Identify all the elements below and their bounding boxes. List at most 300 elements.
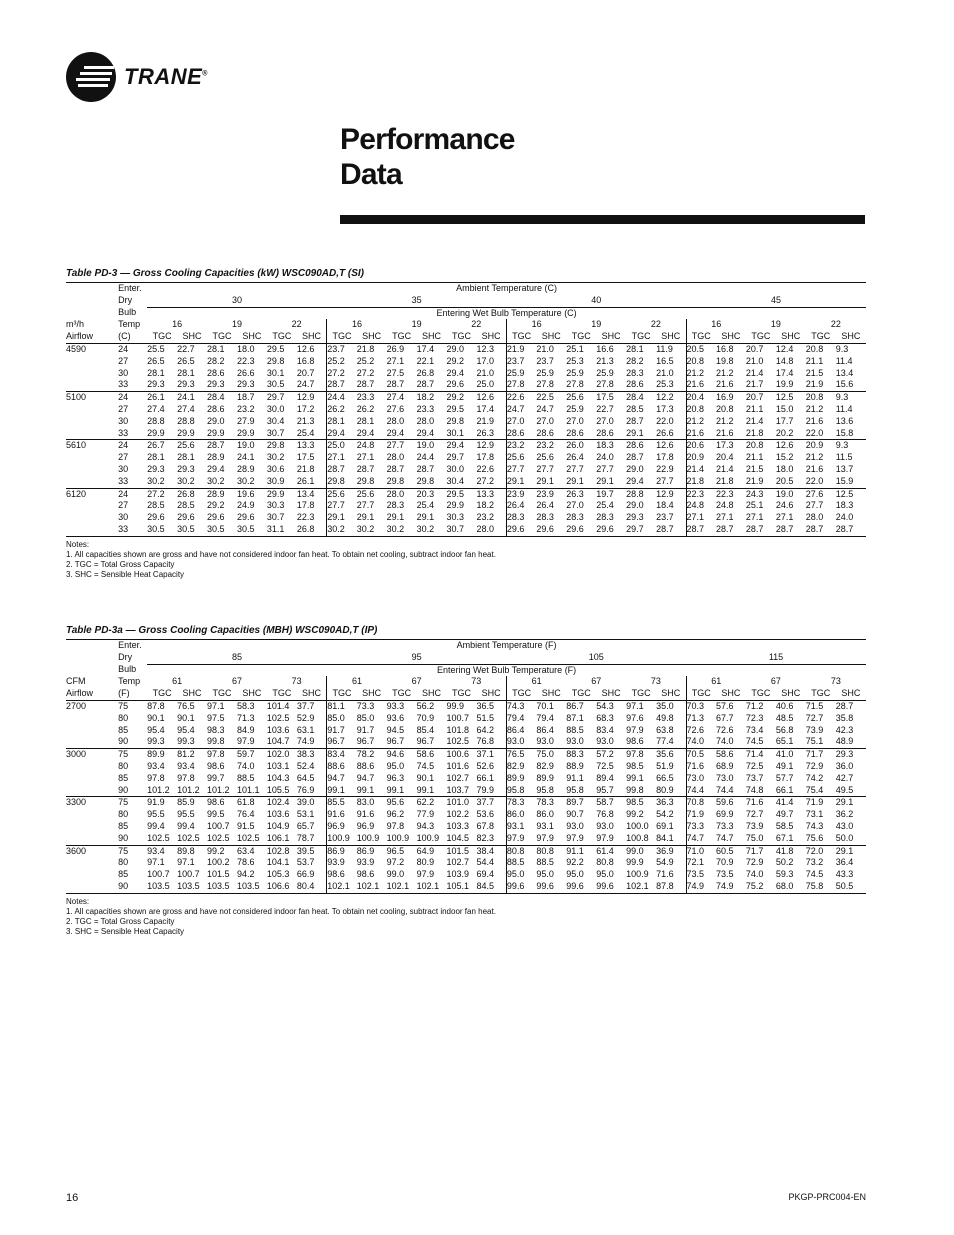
capacity-cell: 28.3: [566, 512, 584, 523]
capacity-cell: 19.7: [596, 488, 626, 500]
capacity-cell: 93.9: [356, 857, 375, 868]
capacity-cell: 99.1: [327, 785, 357, 797]
table-row: [66, 761, 866, 773]
capacity-cell: 20.7: [746, 343, 776, 355]
capacity-cell: 29.5: [446, 403, 465, 414]
capacity-cell: 24.1: [177, 392, 207, 404]
capacity-cell: 28.7: [745, 523, 764, 534]
capacity-cell: 25.6: [327, 488, 357, 500]
capacity-cell: 28.6: [536, 427, 554, 438]
capacity-cell: 95.5: [147, 809, 165, 820]
capacity-cell: 37.7: [297, 700, 327, 712]
trane-logo-icon: [66, 52, 116, 102]
capacity-cell: 74.7: [686, 833, 716, 845]
temp-value: 30: [118, 415, 129, 426]
capacity-cell: 88.6: [356, 760, 375, 771]
capacity-cell: 74.0: [715, 736, 734, 747]
capacity-cell: 78.3: [536, 797, 566, 809]
capacity-table: [66, 639, 866, 894]
capacity-cell: 64.5: [296, 772, 315, 783]
capacity-cell: 29.5: [447, 488, 477, 500]
capacity-cell: 12.6: [776, 440, 806, 452]
capacity-cell: 17.0: [476, 355, 494, 366]
capacity-cell: 24.0: [835, 512, 854, 523]
wet-bulb-value: 61: [506, 676, 566, 688]
capacity-cell: 101.4: [267, 700, 297, 712]
capacity-cell: 62.2: [417, 797, 447, 809]
capacity-cell: 30.2: [207, 475, 225, 486]
capacity-cell: 103.3: [446, 820, 470, 831]
capacity-cell: 28.3: [596, 512, 614, 523]
capacity-cell: 71.7: [746, 845, 776, 857]
capacity-cell: 29.8: [356, 475, 375, 486]
capacity-cell: 93.1: [536, 820, 554, 831]
capacity-cell: 95.4: [177, 724, 195, 735]
shc-header: SHC: [302, 331, 322, 342]
wet-bulb-value: 16: [686, 319, 746, 331]
capacity-cell: 12.6: [476, 392, 506, 404]
capacity-cell: 89.9: [536, 772, 554, 783]
capacity-cell: 28.7: [835, 523, 854, 534]
capacity-cell: 22.7: [596, 403, 614, 414]
capacity-cell: 73.0: [686, 773, 716, 785]
capacity-cell: 27.1: [356, 452, 375, 463]
wet-bulb-value: 67: [770, 676, 781, 687]
capacity-cell: 100.7: [446, 712, 470, 723]
airflow-blank: [66, 452, 118, 464]
airflow-blank: [66, 379, 118, 391]
capacity-cell: 29.1: [596, 475, 614, 486]
airflow-blank: [66, 368, 118, 380]
note-line: 1. All capacities shown are gross and have not considered indoor fan heat. To obtain net cooling, subtract indoor fan heat.: [66, 906, 496, 916]
capacity-cell: 16.6: [596, 343, 626, 355]
capacity-cell: 101.0: [447, 797, 477, 809]
capacity-cell: 12.6: [297, 343, 327, 355]
capacity-cell: 28.7: [207, 440, 237, 452]
capacity-cell: 53.1: [296, 809, 315, 820]
capacity-cell: 20.8: [806, 343, 836, 355]
capacity-cell: 94.2: [236, 869, 255, 880]
header-temp: Temp: [118, 676, 141, 687]
capacity-cell: 84.1: [656, 832, 674, 843]
capacity-cell: 57.7: [775, 772, 794, 783]
capacity-cell: 100.7: [177, 869, 200, 880]
capacity-cell: 27.7: [566, 463, 584, 474]
capacity-cell: 93.3: [387, 700, 417, 712]
capacity-cell: 27.2: [356, 367, 375, 378]
capacity-cell: 15.6: [835, 379, 854, 390]
capacity-cell: 35.0: [656, 700, 686, 712]
tgc-header: TGC: [212, 331, 232, 342]
capacity-cell: 28.7: [356, 379, 375, 390]
capacity-cell: 19.6: [237, 488, 267, 500]
capacity-cell: 27.8: [596, 379, 614, 390]
capacity-cell: 70.3: [686, 700, 716, 712]
capacity-cell: 57.6: [716, 700, 746, 712]
airflow-blank: [66, 476, 118, 488]
tgc-header: TGC: [451, 331, 471, 342]
capacity-cell: 21.6: [686, 379, 716, 391]
capacity-cell: 103.5: [236, 880, 260, 891]
temp-value: 24: [118, 440, 147, 452]
capacity-cell: 30.7: [266, 427, 285, 438]
capacity-cell: 104.1: [266, 857, 290, 868]
note-line: 3. SHC = Sensible Heat Capacity: [66, 569, 185, 579]
capacity-cell: 97.8: [386, 820, 405, 831]
capacity-cell: 70.9: [715, 857, 734, 868]
capacity-cell: 74.9: [686, 881, 716, 893]
capacity-cell: 86.7: [566, 700, 596, 712]
capacity-cell: 99.5: [207, 809, 225, 820]
airflow-value: 2700: [66, 700, 118, 712]
capacity-cell: 29.6: [536, 523, 554, 534]
capacity-cell: 28.6: [626, 440, 656, 452]
wet-bulb-value: 22: [291, 319, 302, 330]
capacity-cell: 27.7: [506, 464, 536, 476]
capacity-cell: 89.8: [177, 845, 207, 857]
capacity-cell: 22.1: [416, 355, 435, 366]
capacity-cell: 99.9: [447, 700, 477, 712]
capacity-cell: 29.4: [386, 427, 405, 438]
capacity-cell: 74.0: [686, 736, 716, 748]
capacity-cell: 29.9: [177, 427, 195, 438]
capacity-cell: 28.7: [775, 523, 794, 534]
capacity-cell: 88.5: [236, 772, 255, 783]
temp-value: 27: [118, 403, 129, 414]
tgc-header: TGC: [631, 331, 651, 342]
capacity-cell: 21.0: [745, 355, 764, 366]
capacity-cell: 76.4: [236, 809, 255, 820]
temp-value: 75: [118, 700, 147, 712]
capacity-cell: 29.3: [147, 463, 165, 474]
table-notes: [66, 540, 866, 580]
capacity-cell: 73.3: [715, 820, 734, 831]
capacity-cell: 73.2: [805, 857, 824, 868]
capacity-cell: 71.6: [746, 797, 776, 809]
capacity-cell: 23.2: [236, 403, 255, 414]
capacity-cell: 19.0: [417, 440, 447, 452]
table-row: [66, 488, 866, 500]
capacity-cell: 88.5: [566, 724, 584, 735]
capacity-cell: 20.3: [417, 488, 447, 500]
table-row: [66, 368, 866, 380]
temp-value: 80: [118, 712, 129, 723]
capacity-cell: 72.0: [806, 845, 836, 857]
capacity-cell: 28.7: [715, 523, 734, 534]
capacity-cell: 86.0: [506, 809, 536, 821]
capacity-cell: 69.4: [476, 869, 494, 880]
header-entering-wet-bulb: Entering Wet Bulb Temperature (F): [436, 664, 577, 675]
capacity-cell: 24.8: [715, 500, 734, 511]
capacity-cell: 67.1: [775, 832, 794, 843]
capacity-cell: 102.1: [386, 880, 410, 891]
capacity-cell: 18.0: [775, 463, 794, 474]
shc-header: SHC: [541, 688, 561, 699]
capacity-cell: 25.4: [596, 500, 614, 511]
header-airflow: Airflow: [66, 688, 94, 699]
airflow-blank: [66, 416, 118, 428]
capacity-cell: 26.4: [566, 452, 584, 463]
capacity-cell: 18.3: [835, 500, 854, 511]
capacity-cell: 21.6: [686, 428, 716, 440]
shc-header: SHC: [182, 331, 202, 342]
airflow-blank: [66, 713, 118, 725]
capacity-cell: 75.6: [805, 832, 824, 843]
note-line: Notes:: [66, 539, 90, 549]
table-row: [66, 524, 866, 536]
capacity-cell: 27.7: [327, 500, 357, 512]
wet-bulb-value: 73: [650, 676, 661, 687]
capacity-cell: 99.8: [207, 736, 225, 747]
capacity-cell: 26.8: [296, 523, 315, 534]
capacity-cell: 29.8: [446, 415, 465, 426]
table-row: [66, 416, 866, 428]
table-row: [66, 700, 866, 712]
capacity-cell: 97.9: [506, 833, 536, 845]
capacity-cell: 93.6: [386, 712, 405, 723]
capacity-cell: 19.0: [776, 488, 806, 500]
capacity-cell: 102.5: [446, 736, 470, 747]
tgc-header: TGC: [152, 331, 172, 342]
capacity-cell: 95.0: [566, 869, 584, 880]
tgc-header: TGC: [751, 331, 771, 342]
temp-value: 33: [118, 475, 129, 486]
capacity-cell: 74.2: [805, 772, 824, 783]
capacity-cell: 64.2: [476, 724, 494, 735]
capacity-cell: 30.5: [236, 523, 255, 534]
capacity-cell: 58.3: [237, 700, 267, 712]
capacity-cell: 12.6: [656, 440, 686, 452]
capacity-cell: 13.7: [835, 463, 854, 474]
tgc-header: TGC: [392, 688, 412, 699]
capacity-cell: 93.4: [147, 845, 177, 857]
table-caption: Table PD-3a — Gross Cooling Capacities (MBH) WSC090AD,T (IP): [66, 625, 378, 636]
capacity-cell: 28.0: [386, 415, 405, 426]
capacity-cell: 30.2: [177, 475, 195, 486]
capacity-cell: 52.9: [296, 712, 315, 723]
capacity-cell: 12.9: [297, 392, 327, 404]
table-ip: [66, 624, 866, 937]
capacity-cell: 21.8: [296, 463, 315, 474]
capacity-cell: 77.4: [656, 736, 674, 747]
capacity-cell: 75.1: [805, 736, 824, 747]
capacity-cell: 100.7: [147, 869, 170, 880]
capacity-cell: 24.1: [236, 452, 255, 463]
capacity-cell: 27.2: [476, 475, 494, 486]
capacity-cell: 74.5: [745, 736, 764, 747]
capacity-cell: 18.0: [237, 343, 267, 355]
capacity-cell: 15.9: [835, 475, 854, 486]
capacity-cell: 105.3: [266, 869, 290, 880]
capacity-cell: 99.0: [626, 845, 656, 857]
capacity-cell: 9.3: [836, 343, 866, 355]
capacity-cell: 12.5: [776, 392, 806, 404]
tgc-header: TGC: [506, 331, 536, 343]
capacity-cell: 102.7: [446, 857, 470, 868]
capacity-cell: 28.1: [207, 343, 237, 355]
capacity-cell: 56.8: [775, 724, 794, 735]
note-line: 3. SHC = Sensible Heat Capacity: [66, 926, 185, 936]
capacity-cell: 22.9: [656, 463, 674, 474]
capacity-cell: 28.6: [207, 403, 225, 414]
airflow-blank: [66, 464, 118, 476]
capacity-cell: 21.4: [745, 415, 764, 426]
capacity-cell: 12.4: [776, 343, 806, 355]
airflow-blank: [66, 428, 118, 440]
shc-header: SHC: [242, 331, 262, 342]
capacity-cell: 71.3: [236, 712, 255, 723]
capacity-cell: 66.1: [476, 772, 494, 783]
capacity-cell: 25.6: [177, 440, 207, 452]
capacity-cell: 19.0: [237, 440, 267, 452]
temp-value: 85: [118, 869, 129, 880]
capacity-cell: 51.9: [656, 760, 674, 771]
capacity-cell: 23.7: [536, 355, 554, 366]
capacity-cell: 27.0: [596, 415, 614, 426]
tgc-header: TGC: [451, 688, 471, 699]
table-row: [66, 713, 866, 725]
capacity-cell: 61.4: [596, 845, 626, 857]
capacity-cell: 27.1: [745, 512, 764, 523]
table-row: [66, 512, 866, 524]
capacity-cell: 95.5: [177, 809, 195, 820]
header-flow-unit: m³/h: [66, 319, 84, 330]
capacity-cell: 25.1: [745, 500, 764, 511]
wet-bulb-value: 73: [291, 676, 302, 687]
capacity-cell: 66.9: [296, 869, 315, 880]
capacity-cell: 80.8: [536, 845, 566, 857]
capacity-cell: 27.6: [386, 403, 405, 414]
capacity-cell: 82.3: [476, 832, 494, 843]
capacity-cell: 25.5: [147, 343, 177, 355]
header-blank: [66, 652, 118, 664]
capacity-cell: 99.3: [147, 736, 165, 747]
capacity-cell: 27.4: [177, 403, 195, 414]
capacity-cell: 26.8: [177, 488, 207, 500]
capacity-cell: 29.6: [236, 512, 255, 523]
capacity-cell: 20.4: [686, 392, 716, 404]
capacity-cell: 71.9: [806, 797, 836, 809]
capacity-cell: 17.2: [296, 403, 315, 414]
capacity-cell: 16.9: [716, 392, 746, 404]
capacity-cell: 71.4: [746, 749, 776, 761]
capacity-cell: 22.3: [686, 488, 716, 500]
capacity-cell: 26.0: [566, 440, 596, 452]
capacity-cell: 91.7: [327, 725, 357, 737]
capacity-cell: 49.5: [835, 784, 854, 795]
capacity-cell: 21.2: [715, 367, 734, 378]
header-airflow: Airflow: [66, 331, 94, 342]
shc-header: SHC: [302, 688, 322, 699]
capacity-cell: 29.3: [207, 379, 225, 390]
header-blank: [66, 640, 118, 652]
table-row: [66, 725, 866, 737]
capacity-cell: 81.1: [327, 700, 357, 712]
capacity-cell: 30.1: [266, 367, 285, 378]
capacity-cell: 76.8: [476, 736, 494, 747]
capacity-cell: 29.9: [446, 500, 465, 511]
capacity-cell: 97.1: [147, 857, 165, 868]
wet-bulb-value: 16: [172, 319, 183, 330]
capacity-cell: 73.3: [357, 700, 387, 712]
capacity-cell: 71.5: [806, 700, 836, 712]
capacity-cell: 23.2: [506, 440, 536, 452]
capacity-cell: 95.4: [147, 724, 165, 735]
tgc-header: TGC: [392, 331, 412, 342]
capacity-cell: 91.9: [147, 797, 177, 809]
capacity-cell: 72.9: [745, 857, 764, 868]
capacity-cell: 72.9: [805, 760, 824, 771]
capacity-cell: 78.6: [236, 857, 255, 868]
header-ambient-temperature: Ambient Temperature (C): [147, 283, 866, 295]
capacity-cell: 97.1: [207, 700, 237, 712]
capacity-cell: 21.8: [357, 343, 387, 355]
capacity-cell: 27.8: [506, 379, 536, 391]
capacity-cell: 85.0: [356, 712, 375, 723]
capacity-cell: 66.5: [656, 772, 674, 783]
ambient-value: 30: [147, 295, 327, 307]
capacity-cell: 71.7: [806, 749, 836, 761]
capacity-cell: 20.2: [775, 427, 794, 438]
capacity-cell: 83.4: [327, 749, 357, 761]
table-row: [66, 857, 866, 869]
capacity-cell: 97.8: [207, 749, 237, 761]
tgc-header: TGC: [327, 331, 357, 343]
capacity-cell: 12.2: [656, 392, 686, 404]
temp-value: 75: [118, 797, 147, 809]
capacity-cell: 26.1: [147, 392, 177, 404]
capacity-cell: 27.2: [147, 488, 177, 500]
capacity-cell: 101.1: [236, 784, 260, 795]
capacity-cell: 50.2: [775, 857, 794, 868]
capacity-cell: 29.5: [267, 343, 297, 355]
capacity-cell: 12.3: [476, 343, 506, 355]
table-row: [66, 845, 866, 857]
capacity-cell: 27.1: [715, 512, 734, 523]
capacity-cell: 74.3: [506, 700, 536, 712]
capacity-cell: 28.3: [506, 512, 536, 524]
capacity-cell: 12.9: [656, 488, 686, 500]
capacity-cell: 21.8: [686, 476, 716, 488]
capacity-cell: 89.7: [566, 797, 596, 809]
header-blank: [66, 283, 118, 295]
capacity-cell: 28.6: [506, 428, 536, 440]
capacity-cell: 24.0: [596, 452, 614, 463]
wet-bulb-value: 19: [411, 319, 422, 330]
capacity-cell: 29.9: [236, 427, 255, 438]
ambient-value: 95: [327, 652, 507, 664]
capacity-cell: 28.7: [356, 463, 375, 474]
capacity-cell: 21.2: [715, 415, 734, 426]
capacity-cell: 28.7: [686, 524, 716, 536]
capacity-cell: 43.3: [835, 869, 854, 880]
capacity-cell: 96.2: [386, 809, 405, 820]
capacity-cell: 28.7: [805, 523, 824, 534]
wet-bulb-value: 67: [411, 676, 422, 687]
capacity-cell: 60.5: [716, 845, 746, 857]
capacity-cell: 29.6: [596, 523, 614, 534]
capacity-cell: 28.6: [207, 367, 225, 378]
capacity-cell: 98.6: [327, 869, 357, 881]
capacity-cell: 41.8: [776, 845, 806, 857]
capacity-cell: 99.6: [566, 880, 584, 891]
shc-header: SHC: [721, 688, 741, 699]
capacity-cell: 11.5: [835, 452, 853, 463]
table-row: [66, 464, 866, 476]
capacity-cell: 30.5: [177, 523, 195, 534]
capacity-cell: 73.9: [805, 724, 824, 735]
capacity-cell: 99.6: [596, 880, 614, 891]
